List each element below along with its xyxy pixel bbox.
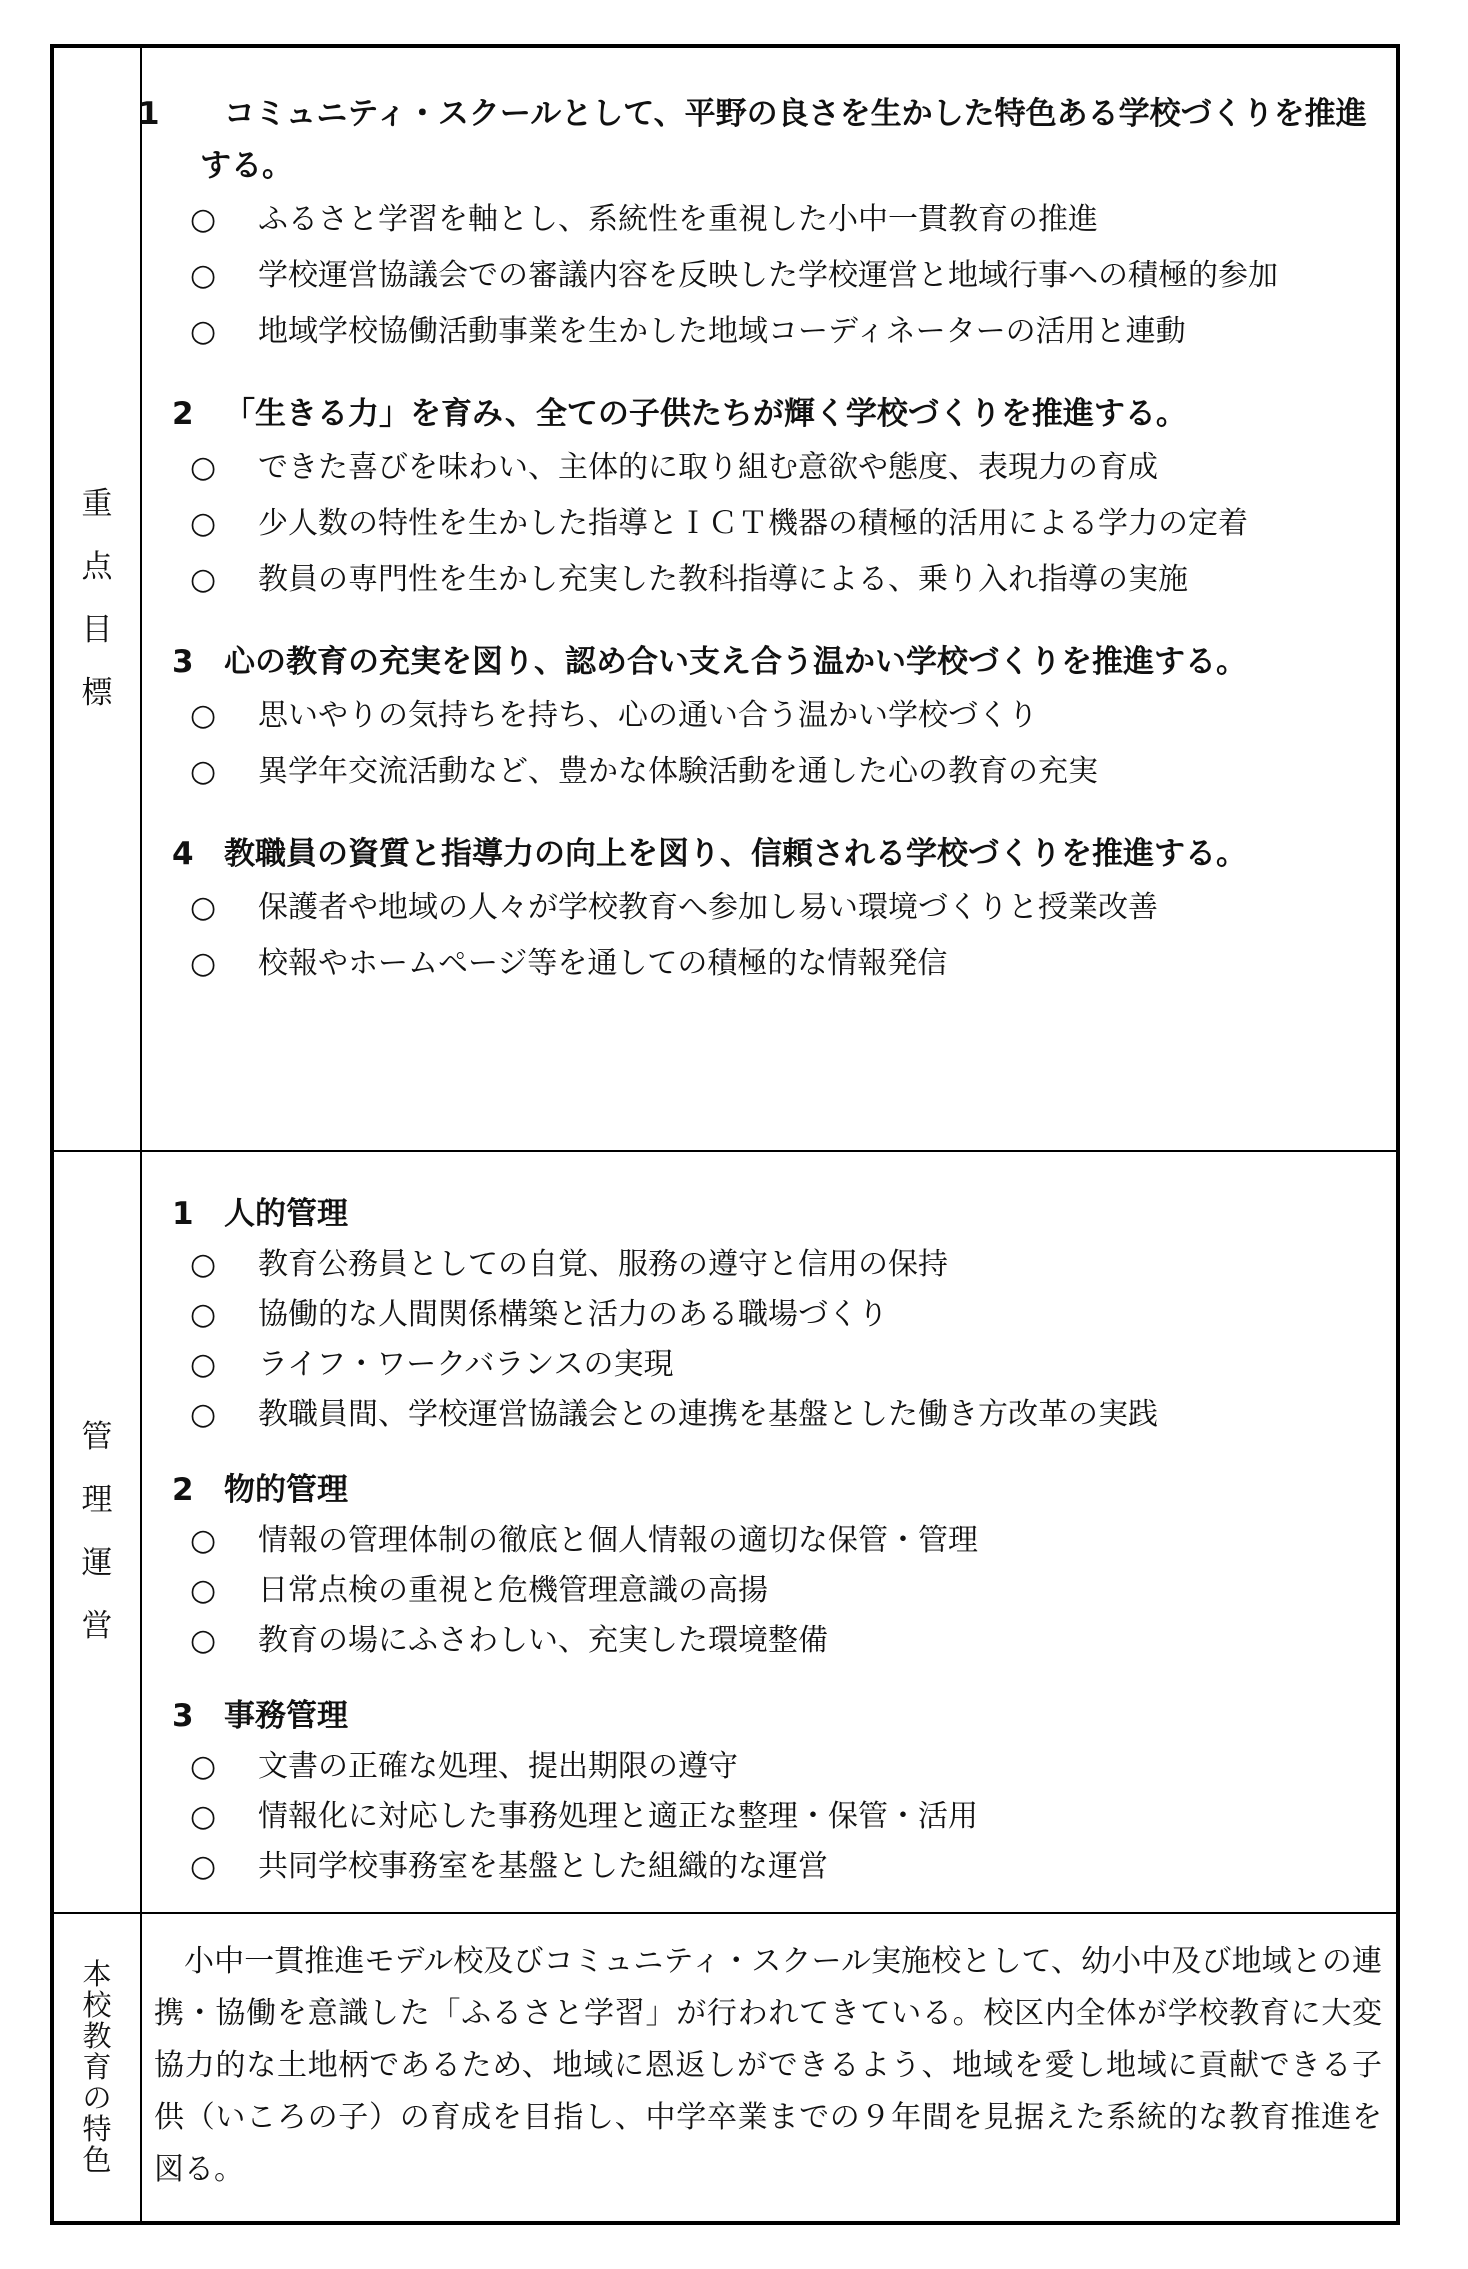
school-policy-table (50, 44, 1400, 2225)
label-char: 点 (81, 549, 113, 585)
management-item (166, 1616, 1382, 1666)
management-section-1 (166, 1188, 1382, 1440)
goal-item-text: 保護者や地域の人々が学校教育へ参加し易い環境づくりと授業改善 (258, 890, 1158, 925)
label-char: 校 (82, 1988, 112, 2022)
label-char: 色 (82, 2143, 112, 2177)
label-char: 管 (81, 1419, 113, 1455)
circle-bullet-icon: ○ (190, 1623, 217, 1658)
goal-item-text: 校報やホームページ等を通しての積極的な情報発信 (258, 946, 948, 981)
management-number: 2 (172, 1472, 194, 1508)
school-features-content (142, 1914, 1396, 2221)
circle-bullet-icon: ○ (190, 1397, 217, 1432)
goal-heading-1 (138, 88, 1382, 192)
management-number: 1 (172, 1196, 194, 1232)
goal-number: 2 (172, 396, 194, 432)
circle-bullet-icon: ○ (190, 314, 217, 349)
circle-bullet-icon: ○ (190, 1849, 217, 1884)
goal-item (166, 192, 1382, 248)
circle-bullet-icon: ○ (190, 450, 217, 485)
row-school-features (54, 1912, 1396, 2221)
row-label-management (54, 1152, 142, 1912)
circle-bullet-icon: ○ (190, 1297, 217, 1332)
management-heading-3 (166, 1690, 1382, 1742)
goal-item (166, 688, 1382, 744)
management-item (166, 1516, 1382, 1566)
management-title: 物的管理 (224, 1472, 348, 1508)
goal-number: 3 (172, 644, 194, 680)
circle-bullet-icon: ○ (190, 506, 217, 541)
label-char: の (82, 2081, 112, 2115)
label-char: 育 (82, 2050, 112, 2084)
circle-bullet-icon: ○ (190, 1799, 217, 1834)
goal-item-text: 教員の専門性を生かし充実した教科指導による、乗り入れ指導の実施 (258, 562, 1188, 597)
management-item-text: 情報の管理体制の徹底と個人情報の適切な保管・管理 (258, 1523, 978, 1558)
goal-heading-4 (166, 828, 1382, 880)
row-label-priority-goals (54, 48, 142, 1150)
goal-section-2 (166, 388, 1382, 608)
label-char: 重 (81, 486, 113, 522)
circle-bullet-icon: ○ (190, 754, 217, 789)
circle-bullet-icon: ○ (190, 258, 217, 293)
management-item (166, 1742, 1382, 1792)
circle-bullet-icon: ○ (190, 890, 217, 925)
label-char: 教 (82, 2019, 112, 2053)
management-item-text: 教育公務員としての自覚、服務の遵守と信用の保持 (258, 1247, 948, 1282)
management-item (166, 1290, 1382, 1340)
management-item-text: 共同学校事務室を基盤とした組織的な運営 (258, 1849, 828, 1884)
goal-item-text: できた喜びを味わい、主体的に取り組む意欲や態度、表現力の育成 (258, 450, 1158, 485)
goal-heading-2 (166, 388, 1382, 440)
goal-item (166, 248, 1382, 304)
management-item (166, 1566, 1382, 1616)
circle-bullet-icon: ○ (190, 1347, 217, 1382)
management-item (166, 1792, 1382, 1842)
circle-bullet-icon: ○ (190, 1523, 217, 1558)
label-char: 目 (81, 612, 113, 648)
goal-item (166, 936, 1382, 992)
management-section-2 (166, 1464, 1382, 1666)
label-char: 理 (81, 1482, 113, 1518)
goal-item-text: 異学年交流活動など、豊かな体験活動を通した心の教育の充実 (258, 754, 1098, 789)
goal-item-text: 地域学校協働活動事業を生かした地域コーディネーターの活用と連動 (258, 314, 1186, 349)
circle-bullet-icon: ○ (190, 1749, 217, 1784)
management-title: 事務管理 (224, 1698, 348, 1734)
row-priority-goals (54, 48, 1396, 1150)
goal-section-3 (166, 636, 1382, 800)
goal-item (166, 496, 1382, 552)
circle-bullet-icon: ○ (190, 1247, 217, 1282)
goal-number: 1 (138, 96, 160, 132)
management-item (166, 1390, 1382, 1440)
circle-bullet-icon: ○ (190, 202, 217, 237)
management-item-text: 協働的な人間関係構築と活力のある職場づくり (258, 1297, 888, 1332)
label-char: 本 (82, 1957, 112, 1991)
goal-title: 心の教育の充実を図り、認め合い支え合う温かい学校づくりを推進する。 (224, 644, 1247, 680)
circle-bullet-icon: ○ (190, 562, 217, 597)
management-item-text: 教育の場にふさわしい、充実した環境整備 (258, 1623, 828, 1658)
goal-title: 「生きる力」を育み、全ての子供たちが輝く学校づくりを推進する。 (224, 396, 1187, 432)
label-char: 運 (81, 1545, 113, 1581)
goal-item (166, 552, 1382, 608)
goal-item-text: 少人数の特性を生かした指導とＩＣＴ機器の積極的活用による学力の定着 (258, 506, 1248, 541)
management-item-text: 文書の正確な処理、提出期限の遵守 (258, 1749, 738, 1784)
label-char: 営 (81, 1608, 113, 1644)
circle-bullet-icon: ○ (190, 1573, 217, 1608)
goal-number: 4 (172, 836, 194, 872)
goal-item-text: 学校運営協議会での審議内容を反映した学校運営と地域行事への積極的参加 (258, 258, 1278, 293)
circle-bullet-icon: ○ (190, 698, 217, 733)
goal-title: 教職員の資質と指導力の向上を図り、信頼される学校づくりを推進する。 (224, 836, 1247, 872)
goal-title: コミュニティ・スクールとして、平野の良さを生かした特色ある学校づくりを推進する。 (200, 96, 1367, 184)
goal-item-text: 思いやりの気持ちを持ち、心の通い合う温かい学校づくり (258, 698, 1038, 733)
management-title: 人的管理 (224, 1196, 348, 1232)
management-item-text: 日常点検の重視と危機管理意識の高揚 (258, 1573, 768, 1608)
management-content (142, 1152, 1396, 1912)
goal-item-text: ふるさと学習を軸とし、系統性を重視した小中一貫教育の推進 (258, 202, 1098, 237)
label-char: 特 (82, 2112, 112, 2146)
priority-goals-content (138, 48, 1396, 1150)
goal-section-4 (166, 828, 1382, 992)
management-item-text: ライフ・ワークバランスの実現 (258, 1347, 674, 1382)
goal-item (166, 880, 1382, 936)
management-item (166, 1340, 1382, 1390)
row-management (54, 1150, 1396, 1912)
school-features-text: 小中一貫推進モデル校及びコミュニティ・スクール実施校として、幼小中及び地域との連携・協働を意識した「ふるさと学習」が行われてきている。校区内全体が学校教育に大変協力的な土地柄であるため、地域に恩返しができるよう、地域を愛し地域に貢献できる子供（いころの子）の育成を目指し、中学卒業までの９年間を見据えた系統的な教育推進を図る。 (154, 1944, 1382, 2187)
management-heading-2 (166, 1464, 1382, 1516)
goal-item (166, 744, 1382, 800)
goal-section-1 (138, 88, 1382, 360)
management-item (166, 1240, 1382, 1290)
circle-bullet-icon: ○ (190, 946, 217, 981)
management-item-text: 情報化に対応した事務処理と適正な整理・保管・活用 (258, 1799, 978, 1834)
management-item-text: 教職員間、学校運営協議会との連携を基盤とした働き方改革の実践 (258, 1397, 1158, 1432)
management-item (166, 1842, 1382, 1892)
goal-heading-3 (166, 636, 1382, 688)
management-number: 3 (172, 1698, 194, 1734)
goal-item (166, 440, 1382, 496)
label-char: 標 (81, 675, 113, 711)
management-section-3 (166, 1690, 1382, 1892)
row-label-school-features (54, 1914, 142, 2221)
management-heading-1 (166, 1188, 1382, 1240)
goal-item (166, 304, 1382, 360)
